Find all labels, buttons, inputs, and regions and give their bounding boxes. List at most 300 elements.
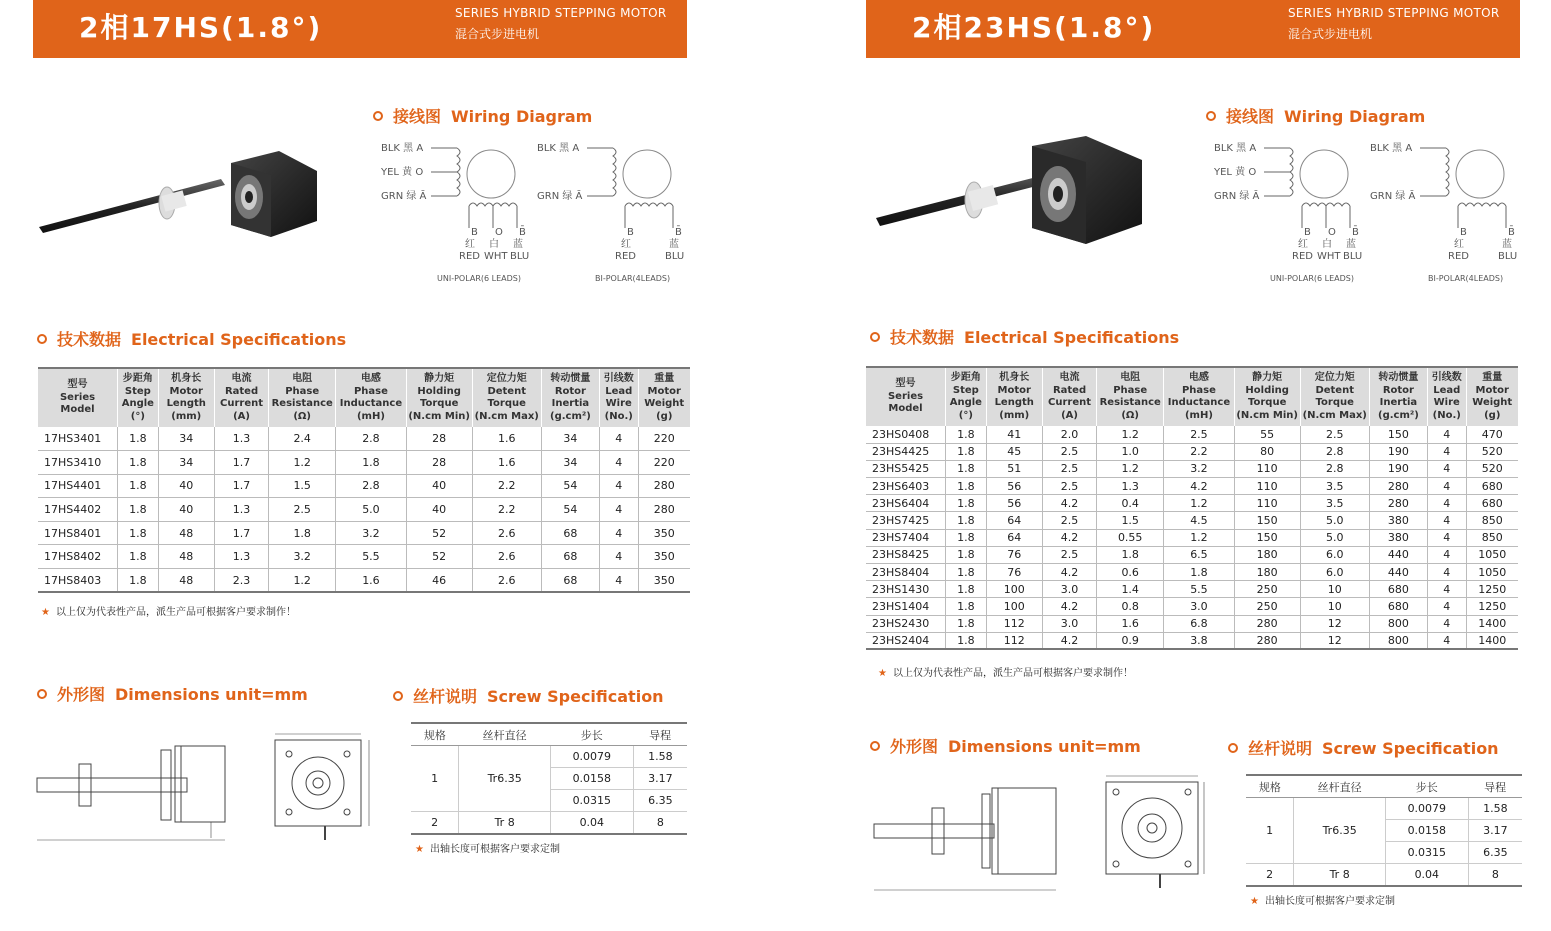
value-cell: 5.0: [1300, 529, 1369, 546]
header-line: Weight: [644, 398, 685, 409]
value-cell: 110: [1234, 478, 1300, 495]
value-cell: 520: [1466, 443, 1518, 460]
header-line: Angle: [121, 398, 154, 409]
header-line: 步距角: [122, 373, 153, 384]
wiring-diagram: [1206, 136, 1526, 288]
value-cell: 10: [1300, 581, 1369, 598]
value-cell: 2.5: [1042, 478, 1096, 495]
svg-text:BLK 黑 A: BLK 黑 A: [381, 143, 424, 154]
svg-text:红: 红: [465, 239, 475, 250]
header-line: 机身长: [171, 373, 202, 384]
table-row: [866, 495, 1518, 512]
value-cell: 6.5: [1164, 546, 1235, 563]
value-cell: 2.6: [472, 569, 541, 593]
title-banner: [866, 0, 1520, 58]
value-cell: 3.0: [1042, 615, 1096, 632]
model-cell: 23HS0408: [866, 426, 946, 443]
value-cell: 110: [1234, 495, 1300, 512]
table-header-row: 规格 丝杆直径 步长 导程: [411, 723, 687, 746]
value-cell: 2.5: [1164, 426, 1235, 443]
star-icon: ★: [1250, 896, 1259, 907]
svg-text:RED: RED: [1448, 251, 1469, 262]
value-cell: 4: [1427, 443, 1466, 460]
value-cell: 40: [158, 498, 214, 522]
svg-text:GRN 绿 Ā: GRN 绿 Ā: [1214, 191, 1260, 202]
value-cell: 1250: [1466, 598, 1518, 615]
svg-text:O: O: [1328, 227, 1336, 238]
value-cell: 1.8: [946, 426, 987, 443]
header-line: 转动惯量: [1378, 372, 1419, 383]
header-line: (g.cm²): [550, 410, 591, 422]
header-line: Series: [887, 390, 924, 402]
value-cell: 1.8: [118, 427, 159, 451]
column-header: [986, 367, 1042, 426]
table-row: 2 Tr 8 0.04 8: [1246, 864, 1522, 887]
table-row: 0.0315 6.35: [1246, 842, 1522, 864]
header-line: Wire: [605, 398, 632, 409]
header-line: 电流: [231, 373, 252, 384]
value-cell: 1.3: [214, 545, 268, 569]
value-cell: 2.5: [1042, 443, 1096, 460]
header-line: (No.): [1432, 409, 1461, 421]
model-cell: 23HS6404: [866, 495, 946, 512]
table-row: [866, 529, 1518, 546]
model-cell: 23HS7404: [866, 529, 946, 546]
value-cell: 112: [986, 615, 1042, 632]
column-header: [118, 368, 159, 427]
value-cell: 280: [1234, 615, 1300, 632]
value-cell: 1.4: [1097, 581, 1164, 598]
value-cell: 1.8: [269, 521, 336, 545]
value-cell: 1.8: [1097, 546, 1164, 563]
value-cell: 4: [1427, 478, 1466, 495]
screw-heading: 丝杆说明 Screw Specification: [1228, 736, 1499, 759]
table-row: 1 Tr6.35 0.0079 1.58: [1246, 798, 1522, 820]
electrical-spec-table: [38, 367, 690, 593]
table-row: [866, 443, 1518, 460]
value-cell: 4: [1427, 632, 1466, 649]
header-line: (g.cm²): [1378, 409, 1419, 421]
value-cell: 1.7: [214, 474, 268, 498]
value-cell: 5.0: [1300, 512, 1369, 529]
header-line: 型号: [895, 378, 916, 390]
header-line: Inertia: [1379, 397, 1418, 408]
model-cell: 23HS6403: [866, 478, 946, 495]
svg-text:BLK 黑 A: BLK 黑 A: [1370, 143, 1413, 154]
value-cell: 40: [406, 498, 472, 522]
svg-text:B̄: B̄: [1508, 227, 1515, 238]
value-cell: 3.8: [1164, 632, 1235, 649]
value-cell: 1.8: [946, 443, 987, 460]
value-cell: 2.6: [472, 521, 541, 545]
wiring-heading: 接线图 Wiring Diagram: [373, 104, 592, 127]
value-cell: 1.8: [336, 451, 407, 475]
column-header: [638, 368, 690, 427]
svg-text:BLU: BLU: [1343, 251, 1363, 262]
value-cell: 40: [158, 474, 214, 498]
svg-text:白: 白: [489, 239, 499, 250]
motor-17hs-image: [35, 145, 325, 245]
value-cell: 54: [541, 498, 599, 522]
dimensions-heading: 外形图 Dimensions unit=mm: [37, 682, 308, 705]
header-line: 电感: [1188, 372, 1209, 383]
value-cell: 51: [986, 460, 1042, 477]
header-line: 电阻: [1120, 372, 1141, 383]
value-cell: 220: [638, 451, 690, 475]
header-line: 引线数: [603, 373, 634, 384]
value-cell: 3.0: [1164, 598, 1235, 615]
table-row: 0.0158 3.17: [411, 768, 687, 790]
svg-text:RED: RED: [615, 251, 636, 262]
header-line: Holding: [1245, 384, 1289, 396]
value-cell: 1.8: [118, 498, 159, 522]
value-cell: 1.8: [946, 581, 987, 598]
table-row: 0.0158 3.17: [1246, 820, 1522, 842]
svg-text:GRN 绿 Ā: GRN 绿 Ā: [381, 191, 427, 202]
page-title: 2相17HS(1.8°): [79, 11, 323, 44]
bullet-icon: [37, 334, 47, 344]
svg-text:RED: RED: [459, 251, 480, 262]
header-line: 机身长: [999, 372, 1030, 383]
value-cell: 64: [986, 529, 1042, 546]
screw-note: ★ 出轴长度可根据客户要求定制: [415, 844, 560, 855]
header-line: Resistance: [271, 398, 333, 409]
header-line: 步距角: [950, 372, 981, 383]
value-cell: 48: [158, 545, 214, 569]
table-row: [38, 545, 690, 569]
panel-17hs: [33, 0, 693, 931]
value-cell: 34: [541, 451, 599, 475]
svg-text:B: B: [1304, 227, 1311, 238]
value-cell: 76: [986, 564, 1042, 581]
table-header-row: [866, 367, 1518, 426]
value-cell: 1.8: [118, 569, 159, 593]
column-header: [472, 368, 541, 427]
value-cell: 110: [1234, 460, 1300, 477]
value-cell: 1.3: [214, 427, 268, 451]
value-cell: 850: [1466, 512, 1518, 529]
model-cell: 17HS8403: [38, 569, 118, 593]
svg-text:RED: RED: [1292, 251, 1313, 262]
header-line: (N.cm Max): [474, 410, 539, 422]
series-en: SERIES HYBRID STEPPING MOTOR: [455, 6, 667, 20]
header-line: (mH): [1184, 409, 1213, 421]
value-cell: 1250: [1466, 581, 1518, 598]
header-line: Rotor: [554, 385, 586, 397]
model-cell: 17HS8401: [38, 521, 118, 545]
value-cell: 1.8: [1164, 564, 1235, 581]
header-line: Step: [124, 385, 151, 397]
header-line: Torque: [487, 398, 526, 409]
screw-heading: 丝杆说明 Screw Specification: [393, 684, 664, 707]
header-line: Step: [952, 384, 979, 396]
value-cell: 12: [1300, 615, 1369, 632]
value-cell: 1.3: [214, 498, 268, 522]
svg-text:红: 红: [621, 239, 631, 250]
header-line: Holding: [417, 385, 461, 397]
value-cell: 1.8: [118, 545, 159, 569]
header-line: Model: [60, 404, 95, 416]
header-line: Torque: [420, 398, 459, 409]
value-cell: 55: [1234, 426, 1300, 443]
value-cell: 2.2: [472, 498, 541, 522]
bullet-icon: [37, 689, 47, 699]
value-cell: 4: [1427, 546, 1466, 563]
table-row: [866, 564, 1518, 581]
table-header-row: [38, 368, 690, 427]
model-cell: 23HS2430: [866, 615, 946, 632]
header-line: (N.cm Max): [1302, 409, 1367, 421]
value-cell: 1.8: [946, 546, 987, 563]
value-cell: 4: [599, 569, 638, 593]
value-cell: 680: [1466, 495, 1518, 512]
value-cell: 4: [1427, 512, 1466, 529]
star-icon: ★: [878, 668, 887, 679]
value-cell: 1.3: [1097, 478, 1164, 495]
value-cell: 1.5: [269, 474, 336, 498]
model-cell: 23HS8404: [866, 564, 946, 581]
value-cell: 56: [986, 495, 1042, 512]
header-line: 静力矩: [1252, 372, 1283, 383]
svg-text:B̄: B̄: [1352, 227, 1359, 238]
value-cell: 1.8: [946, 632, 987, 649]
motor-23hs-image: [872, 136, 1162, 246]
column-header: [541, 368, 599, 427]
value-cell: 1.8: [118, 521, 159, 545]
value-cell: 12: [1300, 632, 1369, 649]
value-cell: 3.2: [269, 545, 336, 569]
value-cell: 280: [638, 474, 690, 498]
header-line: (N.cm Min): [1236, 409, 1298, 421]
header-line: Detent: [487, 385, 526, 397]
value-cell: 4: [1427, 426, 1466, 443]
value-cell: 680: [1369, 581, 1427, 598]
value-cell: 0.8: [1097, 598, 1164, 615]
value-cell: 850: [1466, 529, 1518, 546]
svg-text:B: B: [627, 227, 634, 238]
svg-text:B: B: [471, 227, 478, 238]
header-line: 重量: [1482, 372, 1503, 383]
title-banner: [33, 0, 687, 58]
value-cell: 1.2: [1164, 529, 1235, 546]
value-cell: 1.8: [946, 460, 987, 477]
value-cell: 190: [1369, 460, 1427, 477]
svg-text:YEL 黄 O: YEL 黄 O: [1214, 167, 1257, 178]
value-cell: 28: [406, 427, 472, 451]
value-cell: 2.5: [1300, 426, 1369, 443]
value-cell: 4: [1427, 615, 1466, 632]
value-cell: 112: [986, 632, 1042, 649]
value-cell: 6.0: [1300, 564, 1369, 581]
value-cell: 680: [1369, 598, 1427, 615]
table-row: 0.0315 6.35: [411, 790, 687, 812]
header-line: Motor: [647, 385, 681, 397]
table-row: [866, 460, 1518, 477]
value-cell: 800: [1369, 632, 1427, 649]
header-line: Lead: [605, 385, 633, 397]
value-cell: 150: [1234, 512, 1300, 529]
value-cell: 2.6: [472, 545, 541, 569]
value-cell: 4: [599, 521, 638, 545]
column-header: [269, 368, 336, 427]
table-row: [866, 598, 1518, 615]
value-cell: 4: [599, 545, 638, 569]
value-cell: 4: [1427, 529, 1466, 546]
value-cell: 150: [1234, 529, 1300, 546]
column-header: [1300, 367, 1369, 426]
model-cell: 23HS8425: [866, 546, 946, 563]
table-row: 1 Tr6.35 0.0079 1.58: [411, 746, 687, 768]
header-line: Phase: [1113, 384, 1148, 396]
value-cell: 34: [541, 427, 599, 451]
value-cell: 5.5: [336, 545, 407, 569]
value-cell: 68: [541, 521, 599, 545]
header-line: Wire: [1433, 397, 1460, 408]
value-cell: 48: [158, 521, 214, 545]
star-icon: ★: [415, 844, 424, 855]
value-cell: 48: [158, 569, 214, 593]
value-cell: 1.6: [1097, 615, 1164, 632]
svg-text:BLK 黑 A: BLK 黑 A: [537, 143, 580, 154]
wiring-diagram: [373, 136, 693, 288]
series-en: SERIES HYBRID STEPPING MOTOR: [1288, 6, 1500, 20]
svg-text:BLU: BLU: [665, 251, 685, 262]
header-line: (°): [958, 409, 973, 421]
svg-text:白: 白: [1322, 239, 1332, 250]
model-cell: 23HS2404: [866, 632, 946, 649]
value-cell: 150: [1369, 426, 1427, 443]
screw-note: ★ 出轴长度可根据客户要求定制: [1250, 896, 1395, 907]
header-line: Motor: [1475, 384, 1509, 396]
header-line: Inductance: [1167, 397, 1231, 408]
value-cell: 2.8: [1300, 443, 1369, 460]
model-cell: 17HS4402: [38, 498, 118, 522]
svg-text:红: 红: [1298, 239, 1308, 250]
header-line: (°): [130, 410, 145, 422]
value-cell: 2.5: [1042, 460, 1096, 477]
value-cell: 3.0: [1042, 581, 1096, 598]
header-line: Phase: [1181, 384, 1216, 396]
value-cell: 2.8: [336, 427, 407, 451]
svg-text:B̄: B̄: [675, 227, 682, 238]
value-cell: 4: [599, 451, 638, 475]
svg-text:蓝: 蓝: [513, 239, 523, 250]
header-line: (mm): [171, 410, 202, 422]
value-cell: 180: [1234, 564, 1300, 581]
table-row: [38, 427, 690, 451]
value-cell: 250: [1234, 598, 1300, 615]
value-cell: 6.0: [1300, 546, 1369, 563]
value-cell: 6.8: [1164, 615, 1235, 632]
value-cell: 41: [986, 426, 1042, 443]
column-header: [214, 368, 268, 427]
column-header: [1427, 367, 1466, 426]
wiring-heading: 接线图 Wiring Diagram: [1206, 104, 1425, 127]
value-cell: 54: [541, 474, 599, 498]
value-cell: 4: [1427, 564, 1466, 581]
svg-text:UNI-POLAR(6 LEADS): UNI-POLAR(6 LEADS): [1270, 274, 1354, 283]
model-cell: 23HS1430: [866, 581, 946, 598]
header-line: 电流: [1059, 372, 1080, 383]
value-cell: 4.2: [1042, 598, 1096, 615]
value-cell: 1.6: [336, 569, 407, 593]
header-line: Phase: [285, 385, 320, 397]
header-line: (g): [656, 410, 673, 422]
column-header: [406, 368, 472, 427]
value-cell: 520: [1466, 460, 1518, 477]
value-cell: 0.6: [1097, 564, 1164, 581]
column-header: [1164, 367, 1235, 426]
value-cell: 1050: [1466, 564, 1518, 581]
value-cell: 56: [986, 478, 1042, 495]
bullet-icon: [373, 111, 383, 121]
value-cell: 100: [986, 598, 1042, 615]
column-header: [336, 368, 407, 427]
value-cell: 4: [599, 427, 638, 451]
header-line: Current: [1048, 397, 1092, 408]
value-cell: 10: [1300, 598, 1369, 615]
table-row: [38, 474, 690, 498]
value-cell: 3.2: [1164, 460, 1235, 477]
value-cell: 440: [1369, 546, 1427, 563]
header-line: Detent: [1315, 384, 1354, 396]
value-cell: 1.5: [1097, 512, 1164, 529]
header-line: (mH): [356, 410, 385, 422]
value-cell: 280: [638, 498, 690, 522]
value-cell: 68: [541, 545, 599, 569]
value-cell: 4: [599, 474, 638, 498]
value-cell: 2.5: [1042, 546, 1096, 563]
value-cell: 4: [1427, 495, 1466, 512]
header-line: 电阻: [292, 373, 313, 384]
value-cell: 1.8: [946, 512, 987, 529]
value-cell: 1.8: [118, 474, 159, 498]
model-cell: 17HS3410: [38, 451, 118, 475]
header-line: Motor: [997, 384, 1031, 396]
svg-text:WHT: WHT: [484, 251, 508, 262]
spec-note: ★ 以上仅为代表性产品，派生产品可根据客户要求制作！: [41, 607, 296, 618]
column-header: [1466, 367, 1518, 426]
value-cell: 1.6: [472, 451, 541, 475]
value-cell: 4: [1427, 460, 1466, 477]
value-cell: 3.5: [1300, 495, 1369, 512]
svg-text:蓝: 蓝: [1502, 239, 1512, 250]
svg-text:B: B: [1460, 227, 1467, 238]
model-cell: 17HS8402: [38, 545, 118, 569]
header-line: Phase: [353, 385, 388, 397]
header-line: 定位力矩: [486, 373, 527, 384]
value-cell: 46: [406, 569, 472, 593]
value-cell: 52: [406, 545, 472, 569]
header-line: Torque: [1248, 397, 1287, 408]
value-cell: 1.2: [269, 451, 336, 475]
header-line: Motor: [169, 385, 203, 397]
table-row: [38, 569, 690, 593]
svg-text:UNI-POLAR(6 LEADS): UNI-POLAR(6 LEADS): [437, 274, 521, 283]
header-line: Model: [888, 403, 923, 415]
column-header: [866, 367, 946, 426]
value-cell: 4: [1427, 598, 1466, 615]
svg-text:O: O: [495, 227, 503, 238]
value-cell: 1.8: [946, 495, 987, 512]
value-cell: 4.2: [1042, 495, 1096, 512]
svg-text:蓝: 蓝: [1346, 239, 1356, 250]
value-cell: 280: [1369, 495, 1427, 512]
value-cell: 4.5: [1164, 512, 1235, 529]
model-cell: 23HS4425: [866, 443, 946, 460]
value-cell: 440: [1369, 564, 1427, 581]
model-cell: 23HS5425: [866, 460, 946, 477]
